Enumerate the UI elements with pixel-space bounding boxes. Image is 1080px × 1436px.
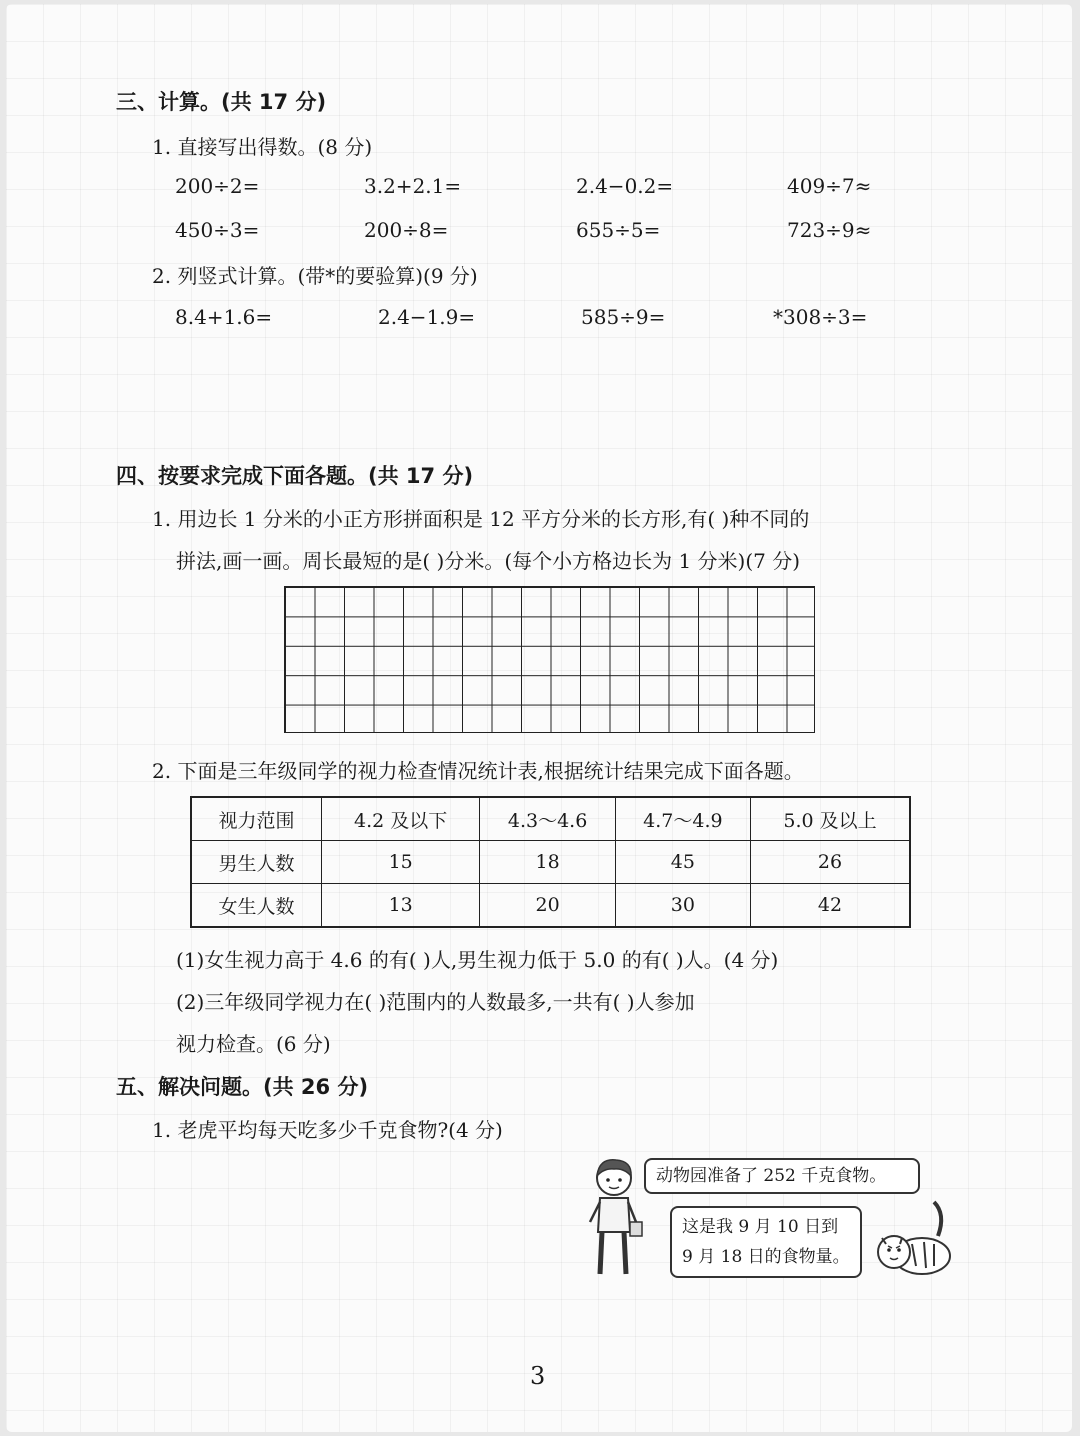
- table-row: [191, 797, 910, 841]
- section-5-title: 五、解决问题。(共 26 分): [116, 1075, 369, 1099]
- table-cell: 女生人数: [191, 884, 321, 928]
- speech-bubble-boy: 动物园准备了 252 千克食物。: [644, 1158, 920, 1194]
- table-header-cell: 视力范围: [191, 797, 321, 841]
- bubble-line: 9 月 18 日的食物量。: [682, 1247, 850, 1267]
- table-cell: 26: [751, 841, 910, 884]
- calc-item: 723÷9≈: [787, 218, 872, 242]
- table-cell: 13: [321, 884, 480, 928]
- calc-item: 585÷9=: [581, 305, 666, 329]
- section-4-q1-line2: 拼法,画一画。周长最短的是( )分米。(每个小方格边长为 1 分米)(7 分): [176, 549, 801, 573]
- table-header-cell: 4.7～4.9: [615, 797, 750, 841]
- bubble-line: 这是我 9 月 10 日到: [682, 1217, 839, 1237]
- table-row: [191, 841, 910, 884]
- page-number: 3: [530, 1362, 546, 1390]
- section-4-sub2-line1: (2)三年级同学视力在( )范围内的人数最多,一共有( )人参加: [176, 990, 695, 1014]
- calc-item: *308÷3=: [773, 305, 868, 329]
- calc-item: 8.4+1.6=: [175, 305, 273, 329]
- table-cell: 18: [480, 841, 615, 884]
- boy-illustration: [584, 1156, 648, 1282]
- table-cell: 15: [321, 841, 480, 884]
- table-cell: 30: [615, 884, 750, 928]
- section-5-q1: 1. 老虎平均每天吃多少千克食物?(4 分): [152, 1118, 503, 1142]
- section-4-title: 四、按要求完成下面各题。(共 17 分): [116, 464, 474, 488]
- section-4-q1-line1: 1. 用边长 1 分米的小正方形拼面积是 12 平方分米的长方形,有( )种不同的: [152, 507, 810, 531]
- calc-item: 2.4−1.9=: [378, 305, 476, 329]
- table-header-cell: 5.0 及以上: [751, 797, 910, 841]
- calc-item: 3.2+2.1=: [364, 174, 462, 198]
- calc-item: 200÷2=: [175, 174, 260, 198]
- table-cell: 42: [751, 884, 910, 928]
- speech-bubble-tiger: [670, 1206, 862, 1278]
- section-3-q2: 2. 列竖式计算。(带*的要验算)(9 分): [152, 264, 478, 288]
- table-cell: 20: [480, 884, 615, 928]
- drawing-grid[interactable]: [284, 586, 815, 733]
- table-row: [191, 884, 910, 928]
- calc-item: 450÷3=: [175, 218, 260, 242]
- calc-item: 409÷7≈: [787, 174, 872, 198]
- calc-item: 655÷5=: [576, 218, 661, 242]
- table-header-cell: 4.3～4.6: [480, 797, 615, 841]
- section-4-sub1: (1)女生视力高于 4.6 的有( )人,男生视力低于 5.0 的有( )人。(4 分): [176, 948, 779, 972]
- section-3-title: 三、计算。(共 17 分): [116, 90, 327, 114]
- calc-item: 200÷8=: [364, 218, 449, 242]
- tiger-illustration: [872, 1196, 954, 1282]
- vision-stats-table: [190, 796, 911, 928]
- calc-item: 2.4−0.2=: [576, 174, 674, 198]
- table-header-cell: 4.2 及以下: [321, 797, 480, 841]
- table-cell: 男生人数: [191, 841, 321, 884]
- table-cell: 45: [615, 841, 750, 884]
- section-4-q2: 2. 下面是三年级同学的视力检查情况统计表,根据统计结果完成下面各题。: [152, 759, 804, 783]
- section-4-sub2-line2: 视力检查。(6 分): [176, 1032, 331, 1056]
- section-3-q1: 1. 直接写出得数。(8 分): [152, 135, 373, 159]
